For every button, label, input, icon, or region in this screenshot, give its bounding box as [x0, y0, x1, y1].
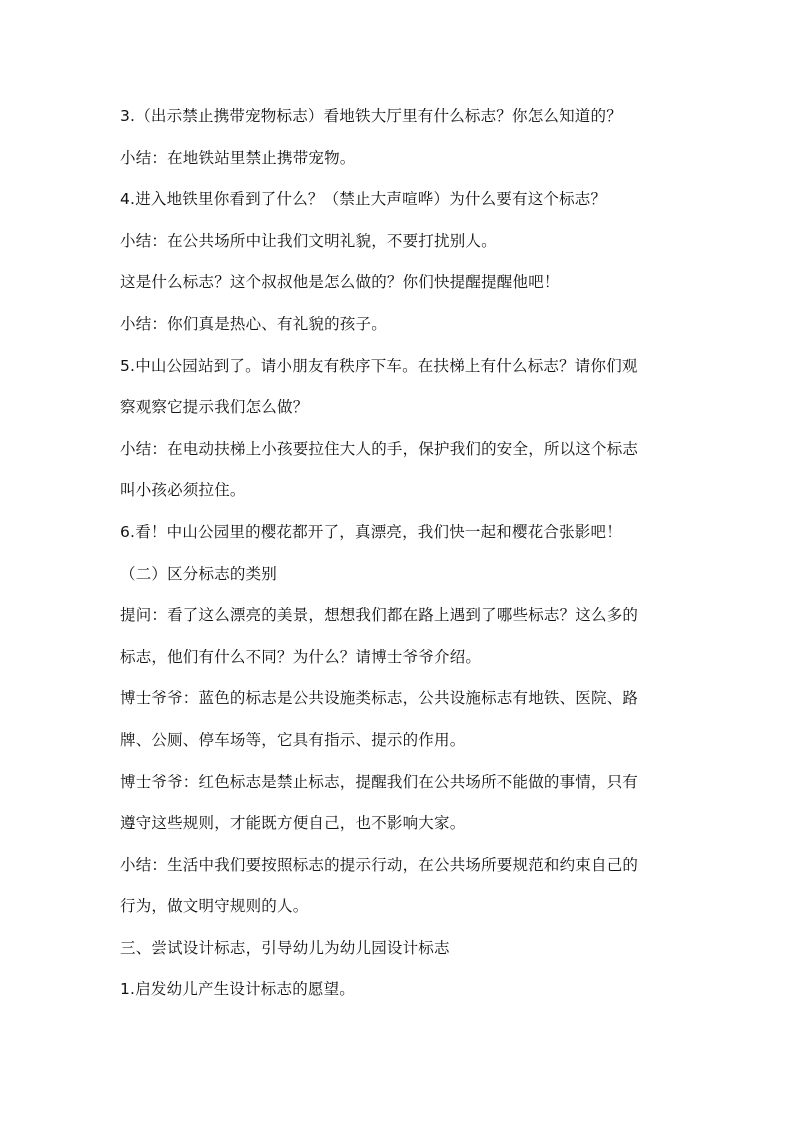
section-heading: 三、尝试设计标志，引导幼儿为幼儿园设计标志	[120, 938, 450, 957]
paragraph-line: 3.（出示禁止携带宠物标志）看地铁大厅里有什么标志？你怎么知道的？	[120, 107, 622, 125]
paragraph-line: 叫小孩必须拉住。	[120, 481, 246, 500]
paragraph-line: 察观察它提示我们怎么做？	[120, 398, 309, 417]
paragraph-line: 4.进入地铁里你看到了什么？（禁止大声喧哗）为什么要有这个标志？	[120, 190, 607, 209]
document-body	[120, 100, 676, 1015]
paragraph-line: 小结：在公共场所中让我们文明礼貌，不要打扰别人。	[120, 231, 497, 250]
paragraph-line: 博士爷爷：红色标志是禁止标志，提醒我们在公共场所不能做的事情，只有	[120, 772, 639, 791]
paragraph-line: 这是什么标志？这个叔叔他是怎么做的？你们快提醒提醒他吧！	[120, 273, 560, 292]
paragraph-line: 行为，做文明守规则的人。	[120, 897, 309, 916]
paragraph-line: 小结：你们真是热心、有礼貌的孩子。	[120, 314, 387, 333]
paragraph-line: 博士爷爷：蓝色的标志是公共设施类标志，公共设施标志有地铁、医院、路	[120, 689, 639, 708]
paragraph-line: 小结：在电动扶梯上小孩要拉住大人的手，保护我们的安全，所以这个标志	[120, 439, 639, 458]
paragraph-line: 遵守这些规则，才能既方便自己，也不影响大家。	[120, 814, 466, 833]
paragraph-line: 5.中山公园站到了。请小朋友有秩序下车。在扶梯上有什么标志？请你们观	[120, 356, 638, 375]
paragraph-line: 标志，他们有什么不同？为什么？请博士爷爷介绍。	[120, 647, 482, 666]
paragraph-line: 小结：生活中我们要按照标志的提示行动，在公共场所要规范和约束自己的	[120, 855, 639, 874]
paragraph-line: 小结：在地铁站里禁止携带宠物。	[120, 148, 356, 167]
paragraph-line: 牌、公厕、停车场等，它具有指示、提示的作用。	[120, 730, 466, 749]
paragraph-line: 1.启发幼儿产生设计标志的愿望。	[120, 980, 355, 999]
paragraph-line: 提问：看了这么漂亮的美景，想想我们都在路上遇到了哪些标志？这么多的	[120, 606, 639, 625]
paragraph-line: 6.看！中山公园里的樱花都开了，真漂亮，我们快一起和樱花合张影吧！	[120, 522, 622, 541]
section-heading: （二）区分标志的类别	[120, 564, 278, 583]
